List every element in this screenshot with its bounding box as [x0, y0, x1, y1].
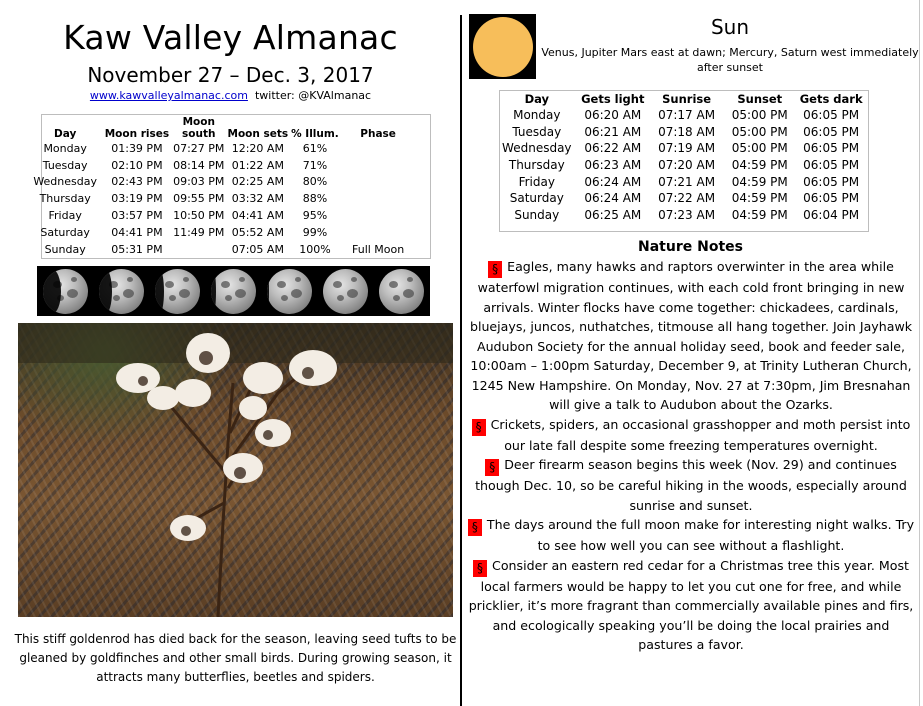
- moon-phase-icon: [99, 269, 144, 314]
- section-bullet-icon: §: [485, 459, 499, 476]
- page-edge: [919, 0, 920, 706]
- sun-table-row: [498, 107, 866, 124]
- cell-gets-dark: 06:05 PM: [803, 158, 860, 173]
- cell-illum: 61%: [302, 141, 328, 155]
- moon-phase-icon: [43, 269, 88, 314]
- cell-day: Monday: [43, 141, 87, 155]
- cell-moon-sets: 07:05 AM: [231, 242, 284, 256]
- moon-table-row: [27, 157, 415, 174]
- cell-day: Sunday: [44, 242, 86, 256]
- cell-day: Saturday: [509, 191, 564, 206]
- cell-moon-south: 11:49 PM: [173, 225, 225, 239]
- cell-moon-sets: 01:22 AM: [231, 158, 284, 172]
- cell-phase: [341, 207, 415, 224]
- header-day: Day: [524, 92, 550, 106]
- cell-moon-rises: 02:10 PM: [111, 158, 163, 172]
- cell-phase: [341, 157, 415, 174]
- cell-gets-light: 06:21 AM: [584, 124, 642, 139]
- cell-phase: [341, 140, 415, 157]
- cell-moon-sets: 04:41 AM: [231, 209, 284, 223]
- cell-gets-dark: 06:04 PM: [803, 207, 860, 222]
- sun-table-row: [498, 207, 866, 224]
- moon-table-row: [27, 241, 415, 258]
- cell-sunrise: 07:18 AM: [658, 124, 716, 139]
- cell-sunset: 05:00 PM: [731, 108, 788, 123]
- cell-sunrise: 07:21 AM: [658, 174, 716, 189]
- cell-moon-sets: 12:20 AM: [231, 141, 284, 155]
- cell-moon-sets: 03:32 AM: [231, 192, 284, 206]
- website-link[interactable]: www.kawvalleyalmanac.com: [89, 89, 248, 102]
- cell-sunset: 04:59 PM: [731, 174, 788, 189]
- page-title: Kaw Valley Almanac: [63, 18, 398, 57]
- nature-notes-heading: Nature Notes: [638, 239, 743, 255]
- planets-note: Venus, Jupiter Mars east at dawn; Mercury, Saturn west immediately after sunset: [541, 46, 919, 74]
- cell-moon-south: 09:55 PM: [173, 192, 225, 206]
- moon-phase-icon: [211, 269, 256, 314]
- moon-table-row: [27, 224, 415, 241]
- sun-table-row: [498, 173, 866, 190]
- header-phase: Phase: [360, 128, 396, 140]
- cell-gets-light: 06:24 AM: [584, 174, 642, 189]
- goldenrod-photo: [18, 323, 453, 617]
- sun-table: [498, 92, 866, 223]
- cell-moon-rises: 02:43 PM: [111, 175, 163, 189]
- header-gets-light: Gets light: [581, 92, 645, 106]
- cell-moon-south: 09:03 PM: [173, 175, 225, 189]
- header-day: Day: [53, 128, 77, 140]
- cell-sunset: 04:59 PM: [731, 191, 788, 206]
- cell-moon-rises: 03:19 PM: [111, 192, 163, 206]
- cell-moon-rises: 05:31 PM: [111, 242, 163, 256]
- sun-title: Sun: [710, 15, 750, 39]
- nature-note: [466, 415, 916, 456]
- cell-day: Tuesday: [512, 124, 562, 139]
- cell-sunrise: 07:22 AM: [658, 191, 716, 206]
- cell-phase: [341, 174, 415, 191]
- section-bullet-icon: §: [473, 560, 487, 577]
- sun-table-header: [498, 92, 866, 107]
- nature-note: [466, 455, 916, 515]
- moon-table-header: [27, 116, 415, 140]
- header-illum: % Illum.: [291, 128, 339, 140]
- cell-gets-light: 06:22 AM: [584, 141, 642, 156]
- cell-sunset: 04:59 PM: [731, 207, 788, 222]
- moon-phase-icon: [323, 269, 368, 314]
- cell-moon-south: 08:14 PM: [173, 158, 225, 172]
- cell-day: Sunday: [514, 207, 560, 222]
- moon-table-box: [33, 114, 431, 259]
- cell-sunset: 05:00 PM: [731, 124, 788, 139]
- cell-day: Monday: [513, 108, 561, 123]
- sun-table-row: [498, 190, 866, 207]
- cell-moon-south: 10:50 PM: [173, 209, 225, 223]
- goldenrod-illustration: [18, 323, 453, 617]
- nature-notes: [466, 257, 916, 655]
- header-moon-south: Moon south: [182, 116, 216, 140]
- moon-table-row: [27, 174, 415, 191]
- cell-day: Friday: [48, 209, 82, 223]
- moon-phase-icon: [267, 269, 312, 314]
- moon-phase-strip: [37, 266, 430, 316]
- cell-illum: 80%: [302, 175, 328, 189]
- twitter-handle: twitter: @KVAlmanac: [254, 89, 372, 102]
- header-moon-sets: Moon sets: [227, 128, 289, 140]
- date-range: November 27 – Dec. 3, 2017: [87, 63, 374, 87]
- moon-phase-icon: [155, 269, 200, 314]
- cell-gets-dark: 06:05 PM: [803, 141, 860, 156]
- cell-day: Saturday: [40, 225, 90, 239]
- cell-gets-dark: 06:05 PM: [803, 108, 860, 123]
- cell-moon-rises: 04:41 PM: [111, 225, 163, 239]
- cell-day: Wednesday: [502, 141, 572, 156]
- sun-icon: [473, 17, 533, 77]
- header-gets-dark: Gets dark: [799, 92, 863, 106]
- nature-note-text: The days around the full moon make for interesting night walks. Try to see how well you can see without a flashlight.: [486, 517, 915, 553]
- cell-phase: [341, 224, 415, 241]
- nature-note-text: Crickets, spiders, an occasional grasshopper and moth persist into our late fall despite some freezing temperatures overnight.: [490, 416, 911, 453]
- moon-phase-icon: [379, 269, 424, 314]
- cell-moon-rises: 01:39 PM: [111, 141, 163, 155]
- header-links: [0, 89, 461, 103]
- header-sunset: Sunset: [737, 92, 783, 106]
- cell-day: Wednesday: [33, 175, 97, 189]
- cell-day: Friday: [518, 174, 555, 189]
- nature-note: [466, 257, 916, 415]
- cell-sunset: 04:59 PM: [731, 158, 788, 173]
- column-divider: [460, 15, 462, 706]
- moon-table: [27, 116, 415, 258]
- cell-illum: 95%: [302, 209, 328, 223]
- nature-note-text: Deer firearm season begins this week (Nov. 29) and continues though Dec. 10, so be careful hiking in the woods, especially around sunrise and sunset.: [475, 457, 907, 513]
- sun-table-box: [499, 90, 869, 232]
- moon-table-row: [27, 140, 415, 157]
- nature-note: [466, 556, 916, 655]
- cell-phase: Full Moon: [352, 242, 405, 256]
- cell-sunrise: 07:23 AM: [658, 207, 716, 222]
- cell-moon-rises: 03:57 PM: [111, 209, 163, 223]
- photo-caption: This stiff goldenrod has died back for the season, leaving seed tufts to be gleaned by goldfinches and other small birds. During growing season, it attracts many butterflies, beetles and spiders.: [14, 632, 457, 684]
- section-bullet-icon: §: [488, 261, 502, 278]
- cell-sunrise: 07:17 AM: [658, 108, 716, 123]
- cell-gets-light: 06:25 AM: [584, 207, 642, 222]
- cell-sunrise: 07:19 AM: [658, 141, 716, 156]
- cell-moon-sets: 02:25 AM: [231, 175, 284, 189]
- nature-note-text: Eagles, many hawks and raptors overwinter in the area while waterfowl migration continues, with each cold front bringing in new arrivals. Winter flocks have come together: chickadees, cardinals, bluejays, juncos, nuthatches, titmouse all hang together. Join Jayhawk Audubon Society for the annual holiday seed, book and feeder sale, 10:00am – 1:00pm Saturday, December 9, at Trinity Lutheran Church, 1245 New Hampshire. On Monday, Nov. 27 at 7:30pm, Jim Bresnahan will give a talk to Audubon about the Ozarks.: [469, 259, 913, 412]
- section-bullet-icon: §: [468, 519, 482, 536]
- cell-moon-south: 07:27 PM: [173, 141, 225, 155]
- cell-gets-light: 06:23 AM: [584, 158, 642, 173]
- cell-gets-light: 06:20 AM: [584, 108, 642, 123]
- sun-table-row: [498, 124, 866, 141]
- cell-illum: 71%: [302, 158, 328, 172]
- nature-note: [466, 515, 916, 556]
- cell-gets-dark: 06:05 PM: [803, 124, 860, 139]
- cell-illum: 88%: [302, 192, 328, 206]
- moon-table-row: [27, 190, 415, 207]
- cell-gets-light: 06:24 AM: [584, 191, 642, 206]
- cell-sunrise: 07:20 AM: [658, 158, 716, 173]
- section-bullet-icon: §: [472, 419, 486, 436]
- cell-day: Tuesday: [42, 158, 88, 172]
- nature-note-text: Consider an eastern red cedar for a Christmas tree this year. Most local farmers would be happy to let you cut one for free, and while pricklier, it’s more fragrant than commercially available pines and firs, and ecologically speaking you’ll be doing the local prairies and pastures a favor.: [468, 557, 914, 652]
- cell-sunset: 05:00 PM: [731, 141, 788, 156]
- sun-image: [469, 14, 536, 79]
- cell-moon-south: [171, 241, 227, 258]
- header-moon-rises: Moon rises: [104, 128, 170, 140]
- cell-illum: 99%: [302, 225, 328, 239]
- sun-table-row: [498, 140, 866, 157]
- cell-phase: [341, 190, 415, 207]
- cell-moon-sets: 05:52 AM: [231, 225, 284, 239]
- cell-day: Thursday: [39, 192, 91, 206]
- cell-gets-dark: 06:05 PM: [803, 174, 860, 189]
- moon-table-row: [27, 207, 415, 224]
- header-sunrise: Sunrise: [662, 92, 712, 106]
- cell-day: Thursday: [508, 158, 565, 173]
- cell-gets-dark: 06:05 PM: [803, 191, 860, 206]
- sun-table-row: [498, 157, 866, 174]
- cell-illum: 100%: [299, 242, 331, 256]
